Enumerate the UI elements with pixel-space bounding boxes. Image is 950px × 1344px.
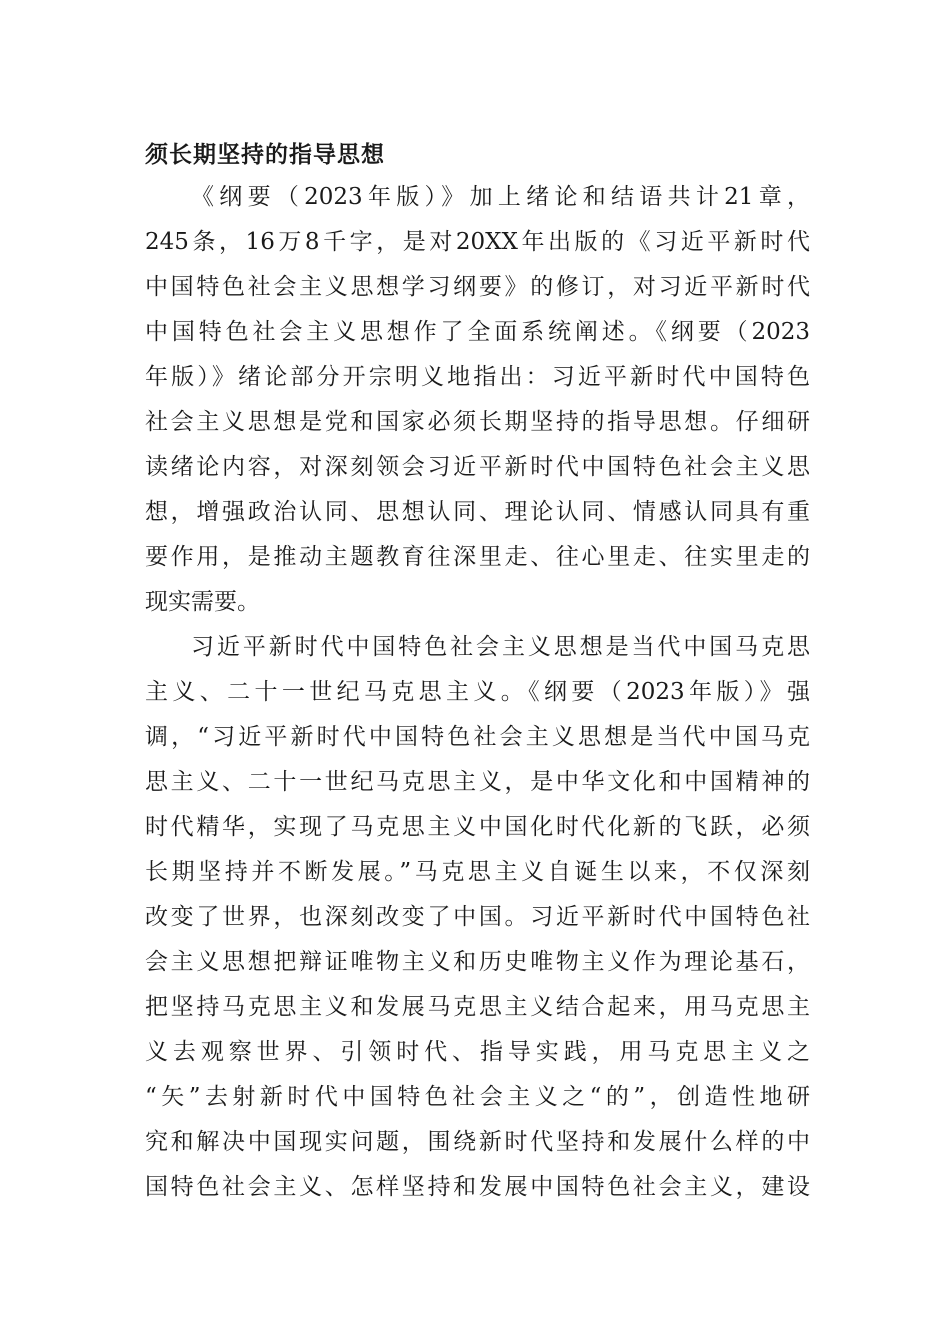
text-line: 245条，16万8千字，是对20XX年出版的《习近平新时代 [145,229,810,255]
text-line: 思主义、二十一世纪马克思主义，是中华文化和中国精神的 [145,769,810,795]
text-line: 调，“习近平新时代中国特色社会主义思想是当代中国马克 [145,724,810,750]
text-line: 义去观察世界、引领时代、指导实践，用马克思主义之 [145,1039,810,1065]
section-heading: 须长期坚持的指导思想 [145,142,385,168]
text-line: “矢”去射新时代中国特色社会主义之“的”，创造性地研 [145,1084,810,1110]
text-line: 把坚持马克思主义和发展马克思主义结合起来，用马克思主 [145,994,810,1020]
text-line: 《纲要（2023年版）》加上绪论和结语共计21章， [191,184,810,210]
text-line: 主义、二十一世纪马克思主义。《纲要（2023年版）》强 [145,679,810,705]
text-line: 想，增强政治认同、思想认同、理论认同、情感认同具有重 [145,499,810,525]
paragraph-2 [145,625,810,1210]
text-line: 现实需要。 [145,589,260,615]
document-body [145,135,810,1210]
text-line: 年版）》绪论部分开宗明义地指出：习近平新时代中国特色 [145,364,810,390]
text-line: 国特色社会主义、怎样坚持和发展中国特色社会主义，建设 [145,1174,810,1200]
text-line: 长期坚持并不断发展。”马克思主义自诞生以来，不仅深刻 [145,859,810,885]
text-line: 究和解决中国现实问题，围绕新时代坚持和发展什么样的中 [145,1129,810,1155]
text-line: 要作用，是推动主题教育往深里走、往心里走、往实里走的 [145,544,810,570]
text-line: 中国特色社会主义思想学习纲要》的修订，对习近平新时代 [145,274,810,300]
text-line: 中国特色社会主义思想作了全面系统阐述。《纲要（2023 [145,319,810,345]
paragraph-1 [145,175,810,625]
text-line: 社会主义思想是党和国家必须长期坚持的指导思想。仔细研 [145,409,810,435]
text-line: 习近平新时代中国特色社会主义思想是当代中国马克思 [191,634,810,660]
text-line: 时代精华，实现了马克思主义中国化时代化新的飞跃，必须 [145,814,810,840]
text-line: 读绪论内容，对深刻领会习近平新时代中国特色社会主义思 [145,454,810,480]
text-line: 会主义思想把辩证唯物主义和历史唯物主义作为理论基石， [145,949,810,975]
text-line: 改变了世界，也深刻改变了中国。习近平新时代中国特色社 [145,904,810,930]
